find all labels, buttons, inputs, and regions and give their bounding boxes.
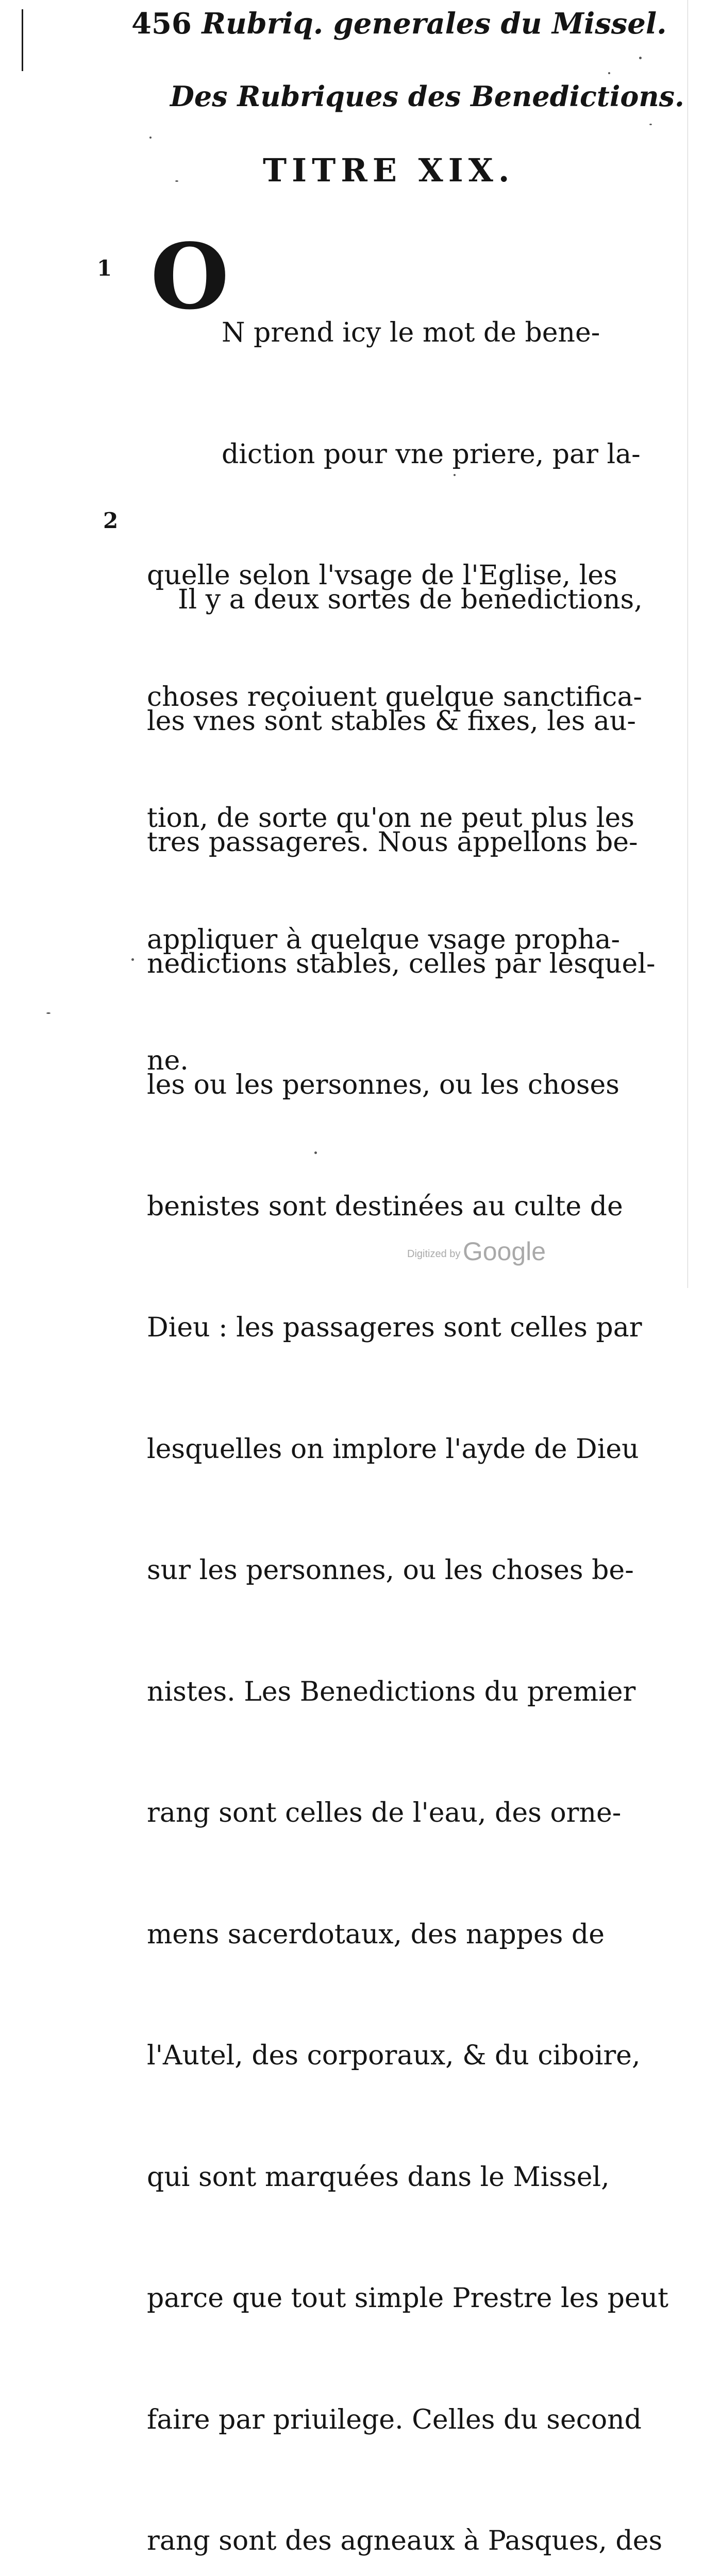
- margin-number-2: 2: [103, 508, 119, 533]
- margin-number-1: 1: [97, 256, 112, 281]
- text-line: qui sont marquées dans le Missel,: [147, 2161, 610, 2193]
- text-line: les vnes sont stables & fixes, les au-: [147, 705, 636, 737]
- text-line: faire par priuilege. Celles du second: [147, 2404, 642, 2435]
- scan-speckle: [46, 1012, 51, 1014]
- digitized-watermark: [407, 1236, 546, 1266]
- text-line: tion, de sorte qu'on ne peut plus les: [147, 803, 634, 834]
- text-line: l'Autel, des corporaux, & du ciboire,: [147, 2040, 641, 2071]
- scan-speckle: [175, 180, 178, 182]
- scan-speckle: [608, 72, 610, 74]
- section-heading: Des Rubriques des Benedictions.: [170, 80, 684, 113]
- text-line: rang sont celles de l'eau, des orne-: [147, 1798, 622, 1828]
- paragraph-2: [147, 499, 669, 2576]
- running-head: [131, 7, 667, 41]
- scan-speckle: [649, 124, 652, 125]
- text-line: les ou les personnes, ou les choses: [147, 1070, 619, 1100]
- text-line: benistes sont destinées au culte de: [147, 1191, 623, 1222]
- text-line: Dieu : les passageres sont celles par: [147, 1312, 642, 1343]
- text-line: nistes. Les Benedictions du premier: [147, 1676, 636, 1707]
- text-line: diction pour vne priere, par la-: [222, 438, 641, 470]
- scan-speckle: [314, 1151, 317, 1154]
- text-line: parce que tout simple Prestre les peut: [147, 2283, 669, 2314]
- text-line: mens sacerdotaux, des nappes de: [147, 1919, 605, 1950]
- scan-speckle: [131, 958, 134, 961]
- text-line: appliquer à quelque vsage propha-: [147, 924, 621, 955]
- page-number: 456: [131, 7, 192, 41]
- text-line: N prend icy le mot de bene-: [222, 317, 600, 348]
- text-line: rang sont des agneaux à Pasques, des: [147, 2526, 663, 2556]
- text-line: ne.: [147, 1045, 189, 1076]
- text-line: Il y a deux sortes de benedictions,: [178, 584, 643, 615]
- scan-speckle: [454, 474, 456, 476]
- text-line: choses reçoiuent quelque sanctifica-: [147, 681, 642, 713]
- text-line: lesquelles on implore l'ayde de Dieu: [147, 1433, 639, 1465]
- text-line: sur les personnes, ou les choses be-: [147, 1555, 634, 1586]
- text-line: quelle selon l'vsage de l'Eglise, les: [147, 560, 617, 591]
- scan-speckle: [639, 57, 642, 59]
- google-logo-text: Google: [462, 1237, 546, 1266]
- left-border-rule: [22, 9, 23, 71]
- chapter-title: TITRE XIX.: [263, 151, 515, 189]
- watermark-prefix: Digitized by: [407, 1248, 461, 1260]
- running-head-title: Rubriq. generales du Missel.: [202, 7, 667, 41]
- drop-capital: O: [150, 224, 229, 330]
- scan-speckle: [149, 137, 152, 139]
- text-line: nedictions stables, celles par lesquel-: [147, 948, 656, 979]
- text-line: tres passageres. Nous appellons be-: [147, 827, 638, 858]
